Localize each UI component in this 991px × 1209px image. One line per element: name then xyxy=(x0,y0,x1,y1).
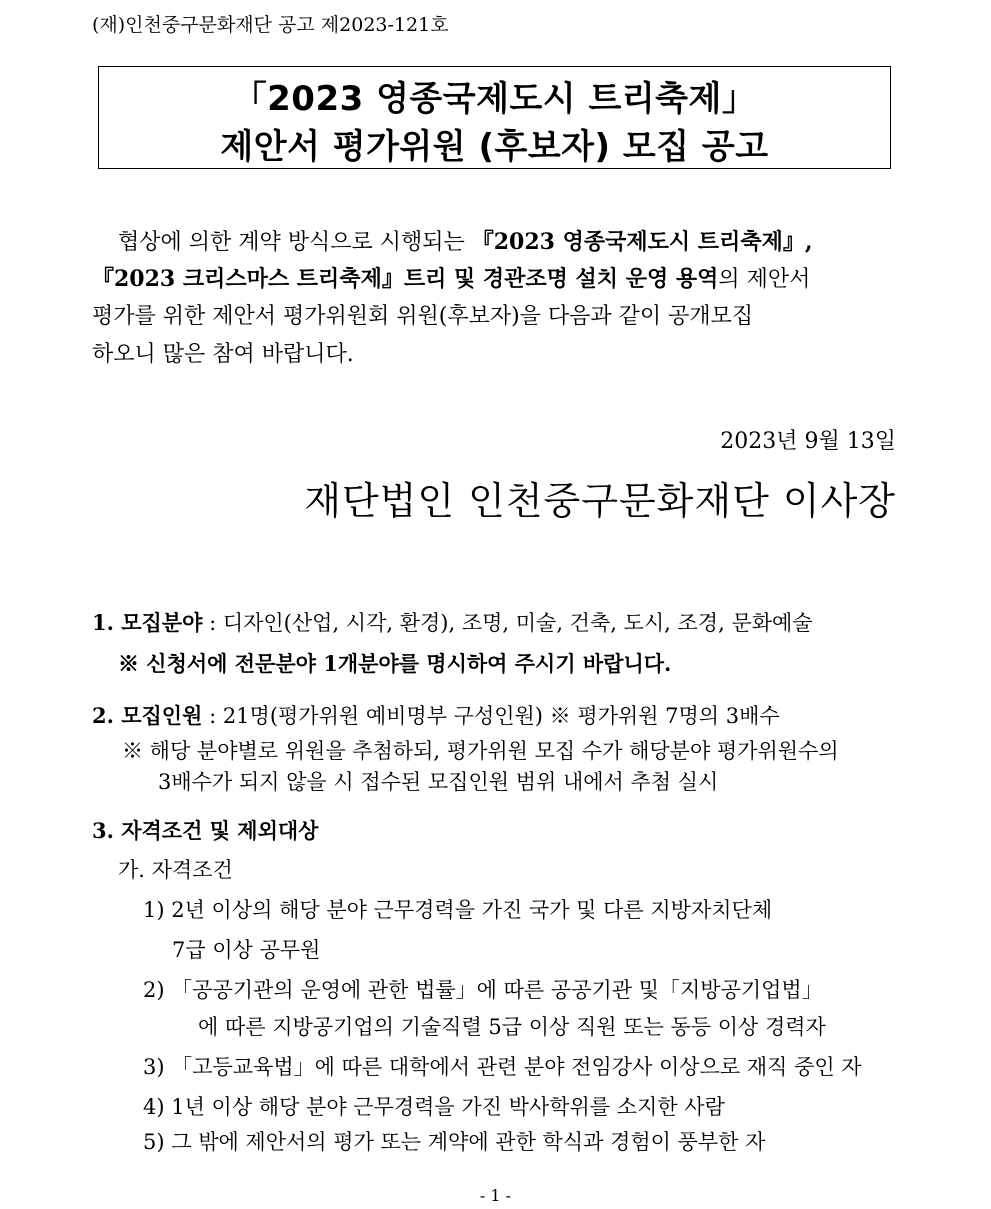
section-3-label: 3. 자격조건 및 제외대상 xyxy=(92,818,319,843)
section-1 xyxy=(92,607,813,637)
page-number: - 1 - xyxy=(479,1186,512,1205)
intro-line-2-bold: 『2023 크리스마스 트리축제』트리 및 경관조명 설치 운영 용역 xyxy=(92,266,719,292)
document-number: (재)인천중구문화재단 공고 제2023-121호 xyxy=(92,14,449,36)
qualification-item-3: 3) 「고등교육법」에 따른 대학에서 관련 분야 전임강사 이상으로 재직 중인 자 xyxy=(143,1055,862,1079)
intro-line-3: 평가를 위한 제안서 평가위원회 위원(후보자)을 다음과 같이 공개모집 xyxy=(92,304,754,329)
title-line-2: 제안서 평가위원 (후보자) 모집 공고 xyxy=(220,127,769,167)
intro-line-1-prefix: 협상에 의한 계약 방식으로 시행되는 xyxy=(118,230,472,255)
announcement-date: 2023년 9월 13일 xyxy=(720,429,896,454)
section-2-label: 2. 모집인원 xyxy=(92,703,203,728)
intro-line-4: 하오니 많은 참여 바랍니다. xyxy=(92,342,354,367)
section-1-text: : 디자인(산업, 시각, 환경), 조명, 미술, 건축, 도시, 조경, 문화예술 xyxy=(202,611,813,635)
intro-line-1-bold: 『2023 영종국제도시 트리축제』, xyxy=(471,229,813,255)
section-2-note-line-1: ※ 해당 분야별로 위원을 추첨하되, 평가위원 모집 수가 해당분야 평가위원수의 xyxy=(122,739,839,763)
intro-line-2 xyxy=(92,262,897,293)
title-line-1: 「2023 영종국제도시 트리축제」 xyxy=(232,79,757,119)
qualification-item-2-line-1: 2) 「공공기관의 운영에 관한 법률」에 따른 공공기관 및「지방공기업법」 xyxy=(143,978,823,1002)
qualification-item-4: 4) 1년 이상 해당 분야 근무경력을 가진 박사학위를 소지한 사람 xyxy=(143,1095,725,1119)
organization-name: 재단법인 인천중구문화재단 이사장 xyxy=(304,479,896,523)
section-2 xyxy=(92,700,780,730)
qualification-item-1-line-1: 1) 2년 이상의 해당 분야 근무경력을 가진 국가 및 다른 지방자치단체 xyxy=(143,898,773,922)
section-2-text: : 21명(평가위원 예비명부 구성인원) ※ 평가위원 7명의 3배수 xyxy=(202,704,780,728)
qualification-item-2-line-2: 에 따른 지방공기업의 기술직렬 5급 이상 직원 또는 동등 이상 경력자 xyxy=(198,1015,826,1039)
intro-line-2-suffix: 의 제안서 xyxy=(718,267,811,292)
qualification-item-5: 5) 그 밖에 제안서의 평가 또는 계약에 관한 학식과 경험이 풍부한 자 xyxy=(143,1130,766,1154)
section-1-label: 1. 모집분야 xyxy=(92,610,203,635)
title-box xyxy=(98,66,891,169)
intro-line-1 xyxy=(118,225,923,256)
section-2-note-line-2: 3배수가 되지 않을 시 접수된 모집인원 범위 내에서 추첨 실시 xyxy=(158,770,719,794)
section-1-note: ※ 신청서에 전문분야 1개분야를 명시하여 주시기 바랍니다. xyxy=(118,651,672,676)
section-3-sub-label: 가. 자격조건 xyxy=(118,858,233,882)
qualification-item-1-line-2: 7급 이상 공무원 xyxy=(172,938,321,962)
